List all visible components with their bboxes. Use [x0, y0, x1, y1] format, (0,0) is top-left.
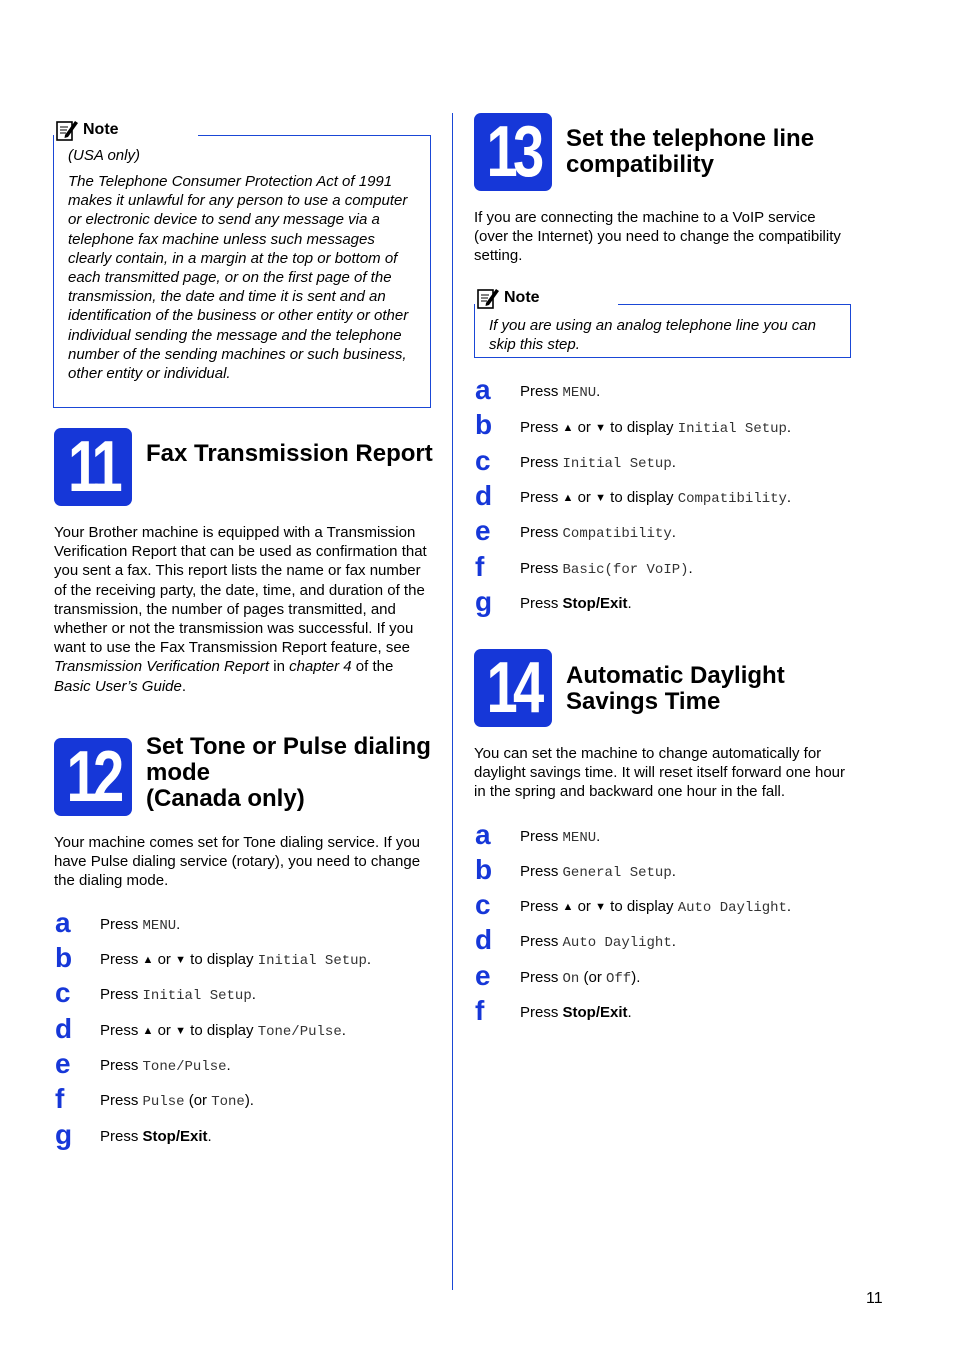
note-pencil-icon — [55, 118, 79, 142]
step-number: 13 — [486, 112, 540, 192]
instruction-item: Press Pulse (or Tone). — [100, 1092, 254, 1110]
key-name: Stop/Exit — [562, 1004, 628, 1021]
up-arrow-icon: ▲ — [562, 492, 574, 504]
instruction-item: Press Auto Daylight. — [520, 933, 676, 951]
step-letter: f — [475, 551, 485, 582]
page-number: 11 — [866, 1290, 883, 1307]
note-rule — [618, 304, 850, 305]
instruction-item: Press On (or Off). — [520, 969, 641, 987]
step-letter: a — [475, 374, 491, 405]
lcd-text: Tone/Pulse — [257, 1024, 342, 1040]
down-arrow-icon: ▼ — [175, 1025, 186, 1037]
step-letter: a — [55, 907, 71, 938]
step-letter: a — [475, 819, 491, 850]
step-letter: c — [475, 445, 491, 476]
step-letter: c — [55, 977, 71, 1008]
instruction-item: Press Initial Setup. — [520, 454, 676, 472]
up-arrow-icon: ▲ — [142, 1025, 154, 1037]
key-name: Stop/Exit — [562, 595, 628, 612]
down-arrow-icon: ▼ — [595, 492, 606, 504]
lcd-text: Pulse — [142, 1094, 185, 1110]
title-line: compatibility — [566, 151, 715, 178]
step-letter: b — [475, 854, 493, 885]
instruction-item: Press Tone/Pulse. — [100, 1057, 231, 1075]
title-line: Set Tone or Pulse dialing — [146, 733, 431, 760]
lcd-text: Tone — [211, 1094, 245, 1110]
title-line: mode — [146, 759, 211, 786]
body-text: . — [181, 677, 187, 695]
title-line: Savings Time — [566, 688, 721, 715]
instruction-item: Press ▲ or ▼ to display Tone/Pulse. — [100, 1022, 346, 1040]
lcd-text: Auto Daylight — [562, 935, 672, 951]
step-letter: f — [475, 995, 485, 1026]
lcd-text: Basic(for VoIP) — [562, 562, 689, 578]
reference-chapter: chapter 4 — [289, 658, 352, 676]
lcd-text: Compatibility — [677, 491, 787, 507]
section-body: Your machine comes set for Tone dialing service. If you have Pulse dialing service (rotary), you need to change the dialing mode. — [54, 834, 421, 890]
instruction-item: Press MENU. — [100, 916, 181, 934]
title-line: Set the telephone line — [566, 125, 815, 152]
step-number-box — [474, 113, 552, 191]
step-letter: b — [475, 409, 493, 440]
instruction-item: Press MENU. — [520, 383, 601, 401]
instruction-item: Press Stop/Exit. — [520, 595, 632, 612]
instruction-item: Press General Setup. — [520, 863, 676, 881]
section-body: If you are connecting the machine to a VoIP service (over the Internet) you need to change the compatibility setting. — [474, 209, 841, 265]
note-header — [55, 118, 125, 142]
note-pencil-icon — [476, 286, 500, 310]
step-letter: e — [55, 1048, 71, 1079]
step-letter: f — [55, 1083, 65, 1114]
instruction-item: Press Basic(for VoIP). — [520, 560, 693, 578]
step-number: 11 — [67, 427, 119, 507]
step-number-box — [54, 738, 132, 816]
instruction-item: Press Stop/Exit. — [100, 1128, 212, 1145]
step-letter: g — [55, 1119, 73, 1150]
instruction-item: Press ▲ or ▼ to display Auto Daylight. — [520, 898, 792, 916]
lcd-text: Initial Setup — [142, 988, 252, 1004]
lcd-text: Auto Daylight — [677, 900, 787, 916]
instruction-item: Press Initial Setup. — [100, 986, 256, 1004]
note-label: Note — [83, 121, 119, 138]
note-header — [476, 286, 546, 310]
key-name: Stop/Exit — [142, 1128, 208, 1145]
lcd-text: Off — [606, 971, 632, 987]
lcd-text: MENU — [142, 918, 177, 934]
up-arrow-icon: ▲ — [142, 954, 154, 966]
section-body — [54, 523, 432, 696]
lcd-text: On — [562, 971, 580, 987]
body-text: of the — [351, 658, 394, 676]
note-subtitle: (USA only) — [68, 147, 140, 164]
note-text: The Telephone Consumer Protection Act of 1991 makes it unlawful for any person to use a computer or electronic device to send any message via a telephone fax machine unless such messages clearly contain, in a margin at the top or bottom of each transmitted page, or on the first page of the transmission, the date and time it is sent and an identification of the business or other entity or other individual sending the message and the telephone number of the sending machines or such business, other entity or individual. — [68, 173, 409, 383]
lcd-text: Compatibility — [562, 526, 672, 542]
column-divider — [452, 113, 453, 1290]
step-number: 14 — [486, 648, 540, 728]
instruction-item: Press ▲ or ▼ to display Initial Setup. — [100, 951, 372, 969]
up-arrow-icon: ▲ — [562, 422, 574, 434]
section-title — [146, 734, 431, 812]
instruction-item: Press Compatibility. — [520, 524, 676, 542]
step-number-box — [474, 649, 552, 727]
title-line: Automatic Daylight — [566, 662, 785, 689]
lcd-text: Tone/Pulse — [142, 1059, 227, 1075]
lcd-text: MENU — [562, 830, 597, 846]
body-text: in — [269, 658, 290, 676]
lcd-text: General Setup — [562, 865, 672, 881]
note-rule — [198, 135, 430, 136]
step-letter: e — [475, 515, 491, 546]
up-arrow-icon: ▲ — [562, 901, 574, 913]
note-label: Note — [504, 289, 540, 306]
reference-title: Transmission Verification Report — [54, 658, 270, 676]
lcd-text: Initial Setup — [677, 421, 787, 437]
note-text: If you are using an analog telephone line you can skip this step. — [489, 317, 816, 354]
step-number-box — [54, 428, 132, 506]
step-letter: g — [475, 586, 493, 617]
instruction-item: Press Stop/Exit. — [520, 1004, 632, 1021]
section-title: Fax Transmission Report — [146, 440, 433, 467]
section-title — [566, 663, 785, 715]
instruction-item: Press MENU. — [520, 828, 601, 846]
step-letter: c — [475, 889, 491, 920]
step-number: 12 — [66, 737, 120, 817]
lcd-text: MENU — [562, 385, 597, 401]
down-arrow-icon: ▼ — [595, 422, 606, 434]
down-arrow-icon: ▼ — [595, 901, 606, 913]
reference-guide: Basic User’s Guide — [54, 677, 182, 695]
step-letter: d — [475, 924, 493, 955]
step-letter: d — [55, 1013, 73, 1044]
lcd-text: Initial Setup — [257, 953, 367, 969]
step-letter: b — [55, 942, 73, 973]
instruction-item: Press ▲ or ▼ to display Initial Setup. — [520, 419, 792, 437]
lcd-text: Initial Setup — [562, 456, 672, 472]
title-line: (Canada only) — [146, 785, 305, 812]
section-title — [566, 126, 814, 178]
body-text: Your Brother machine is equipped with a Transmission Verification Report that can be used as confirmation that you sent a fax. This report lists the name or fax number of the receiving party, the date, time, and duration of the transmission, the number of pages transmitted, and whether or not the transmission was successful. If you want to use the Fax Transmission Report feature, see — [54, 524, 427, 657]
down-arrow-icon: ▼ — [175, 954, 186, 966]
step-letter: e — [475, 960, 491, 991]
step-letter: d — [475, 480, 493, 511]
instruction-item: Press ▲ or ▼ to display Compatibility. — [520, 489, 792, 507]
section-body: You can set the machine to change automatically for daylight savings time. It will reset itself forward one hour in the spring and backward one hour in the fall. — [474, 745, 845, 801]
